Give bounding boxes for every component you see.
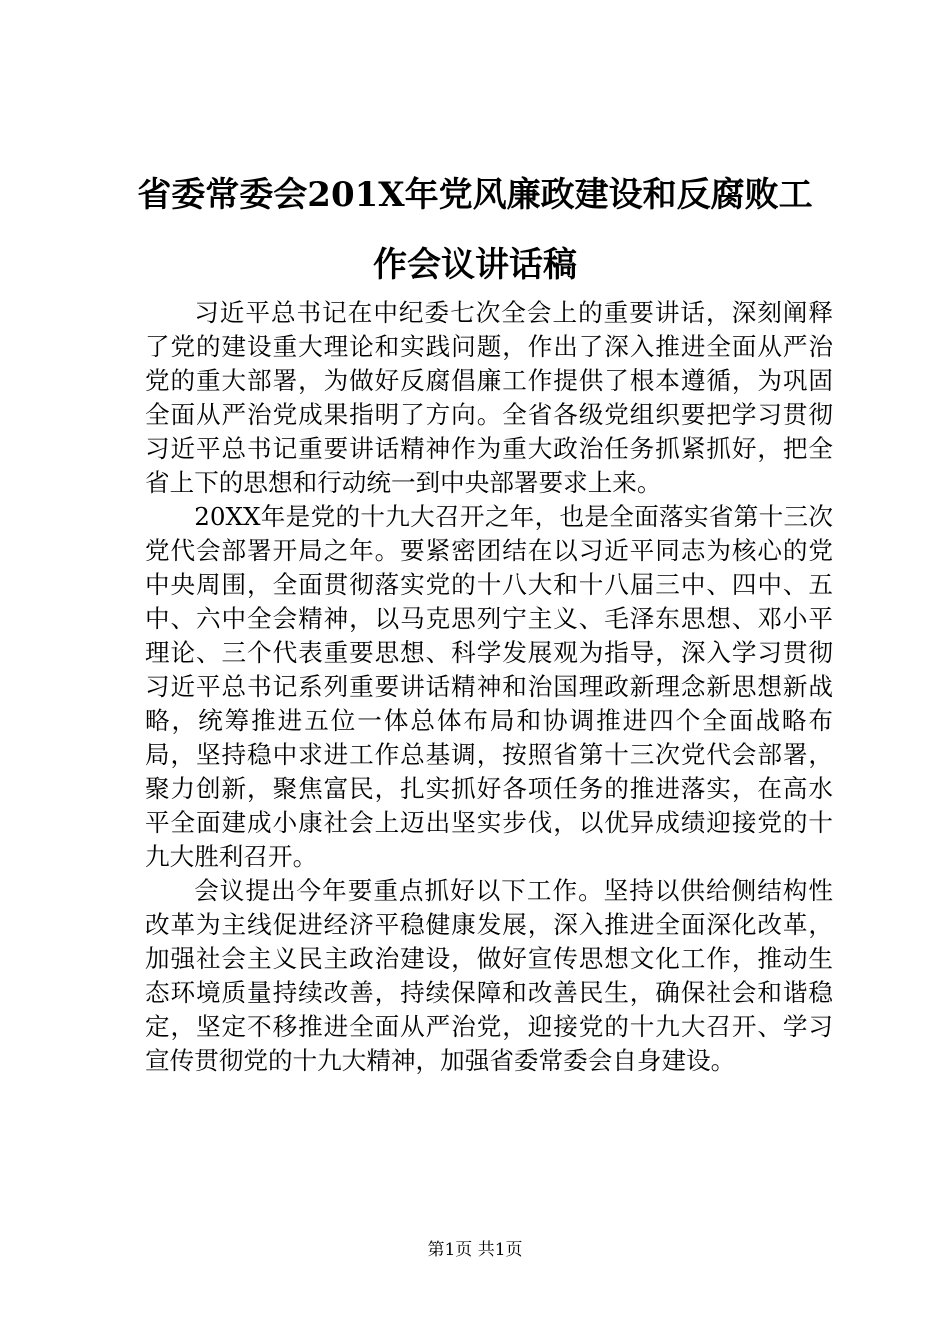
paragraph-3: 会议提出今年要重点抓好以下工作。坚持以供给侧结构性改革为主线促进经济平稳健康发展，深入推进全面深化改革，加强社会主义民主政治建设，做好宣传思想文化工作，推动生态环境质量持续改善，持续保障和改善民生，确保社会和谐稳定，坚定不移推进全面从严治党，迎接党的十九大召开、学习宣传贯彻党的十九大精神，加强省委常委会自身建设。: [145, 876, 833, 1075]
paragraph-2: 20XX年是党的十九大召开之年，也是全面落实省第十三次党代会部署开局之年。要紧密团结在以习近平同志为核心的党中央周围，全面贯彻落实党的十八大和十八届三中、四中、五中、六中全会精神，以马克思列宁主义、毛泽东思想、邓小平理论、三个代表重要思想、科学发展观为指导，深入学习贯彻习近平总书记系列重要讲话精神和治国理政新理念新思想新战略，统筹推进五位一体总体布局和协调推进四个全面战略布局，坚持稳中求进工作总基调，按照省第十三次党代会部署，聚力创新，聚焦富民，扎实抓好各项任务的推进落实，在高水平全面建成小康社会上迈出坚实步伐，以优异成绩迎接党的十九大胜利召开。: [145, 502, 833, 871]
page-footer: 第1页 共1页: [427, 1240, 523, 1260]
document-title: [120, 160, 830, 300]
title-line-1: 省委常委会201X年党风廉政建设和反腐败工: [137, 175, 813, 215]
title-line-2: 作会议讲话稿: [373, 245, 577, 285]
document-body: [145, 296, 833, 1078]
paragraph-1: 习近平总书记在中纪委七次全会上的重要讲话，深刻阐释了党的建设重大理论和实践问题，作出了深入推进全面从严治党的重大部署，为做好反腐倡廉工作提供了根本遵循，为巩固全面从严治党成果指明了方向。全省各级党组织要把学习贯彻习近平总书记重要讲话精神作为重大政治任务抓紧抓好，把全省上下的思想和行动统一到中央部署要求上来。: [145, 298, 833, 497]
